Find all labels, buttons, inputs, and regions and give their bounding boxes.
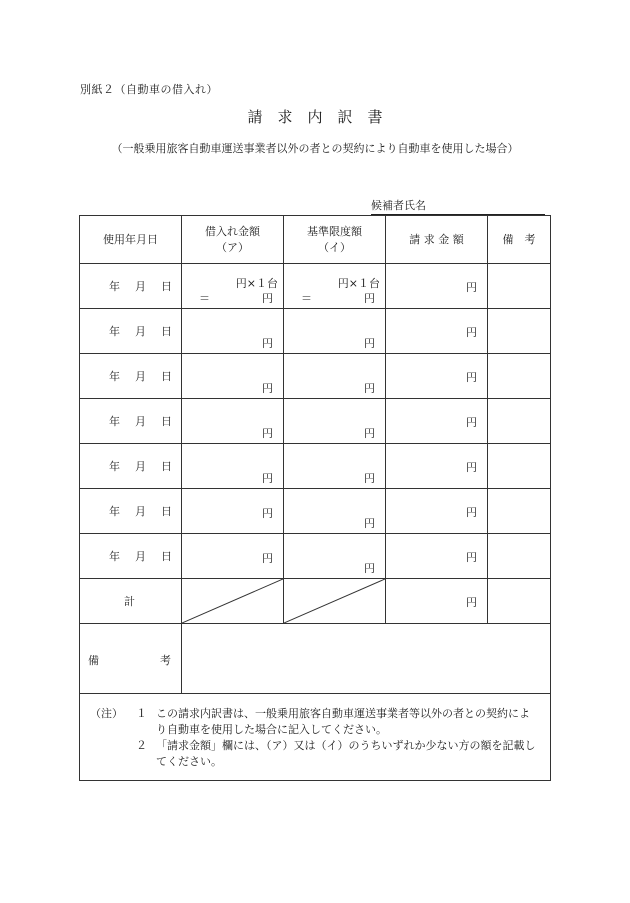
table-row (80, 309, 551, 354)
table-row (80, 489, 551, 534)
claim-amount-cell[interactable]: 円 (386, 264, 488, 309)
notes-section (80, 694, 551, 781)
candidate-name-field[interactable] (371, 197, 545, 215)
claim-amount-cell[interactable]: 円 (386, 489, 488, 534)
diagonal-strike (182, 579, 283, 623)
note-item: ２ 「請求金額」欄には、（ア）又は（イ）のうちいずれか少ない方の額を記載してください。 (136, 739, 536, 768)
rental-amount-cell[interactable]: 円 (182, 489, 284, 534)
remarks-cell[interactable] (488, 489, 551, 534)
limit-amount-cell[interactable]: 円 (284, 534, 386, 579)
claim-amount-cell[interactable]: 円 (386, 399, 488, 444)
date-cell[interactable]: 年 月 日 (80, 399, 182, 444)
table-row (80, 264, 551, 309)
limit-amount-cell[interactable]: 円 (284, 399, 386, 444)
limit-amount-cell[interactable]: 円 (284, 489, 386, 534)
limit-total-struck-cell (284, 579, 386, 624)
attachment-label: 別紙２（自動車の借入れ） (80, 83, 218, 96)
limit-amount-cell[interactable]: 円 (284, 309, 386, 354)
rental-amount-cell[interactable]: 円 (182, 354, 284, 399)
table-header-row (80, 216, 551, 264)
table-row (80, 444, 551, 489)
diagonal-strike (284, 579, 385, 623)
date-cell[interactable]: 年 月 日 (80, 534, 182, 579)
remarks-cell[interactable] (488, 354, 551, 399)
remarks-cell[interactable] (488, 399, 551, 444)
rental-amount-cell[interactable]: 円 (182, 309, 284, 354)
limit-amount-cell[interactable]: 円 (284, 444, 386, 489)
claim-amount-cell[interactable]: 円 (386, 354, 488, 399)
date-cell[interactable]: 年 月 日 (80, 489, 182, 534)
document-title: 請求内訳書 (247, 108, 398, 126)
remarks-label: 備 考 (80, 624, 182, 694)
header-rental-amount: 借入れ金額 （ア） (182, 216, 284, 264)
remarks-input-area[interactable] (182, 624, 551, 694)
header-date: 使用年月日 (80, 216, 182, 264)
limit-amount-cell[interactable]: 円 (284, 354, 386, 399)
date-cell[interactable]: 年 月 日 (80, 264, 182, 309)
total-row (80, 579, 551, 624)
total-label: 計 (80, 579, 182, 624)
date-cell[interactable]: 年 月 日 (80, 444, 182, 489)
note-item: （注） １ この請求内訳書は、一般乗用旅客自動車運送事業者等以外の者との契約により自動車を使用した場合に記入してください。 (90, 707, 530, 736)
remarks-cell[interactable] (488, 534, 551, 579)
rental-amount-cell[interactable]: 円×１台 ＝ 円 (182, 264, 284, 309)
claim-amount-cell[interactable]: 円 (386, 309, 488, 354)
header-claim-amount: 請 求 金 額 (386, 216, 488, 264)
rental-amount-cell[interactable]: 円 (182, 534, 284, 579)
limit-amount-cell[interactable]: 円×１台 ＝ 円 (284, 264, 386, 309)
table-row (80, 354, 551, 399)
date-cell[interactable]: 年 月 日 (80, 309, 182, 354)
document-subtitle: （一般乗用旅客自動車運送事業者以外の者との契約により自動車を使用した場合） (111, 142, 519, 155)
rental-total-struck-cell (182, 579, 284, 624)
remarks-cell[interactable] (488, 444, 551, 489)
rental-amount-cell[interactable]: 円 (182, 444, 284, 489)
table-row (80, 534, 551, 579)
claim-amount-cell[interactable]: 円 (386, 534, 488, 579)
total-remarks-cell[interactable] (488, 579, 551, 624)
claim-amount-cell[interactable]: 円 (386, 444, 488, 489)
date-cell[interactable]: 年 月 日 (80, 354, 182, 399)
claim-table (79, 215, 551, 781)
table-row (80, 399, 551, 444)
remarks-cell[interactable] (488, 264, 551, 309)
header-remarks: 備 考 (488, 216, 551, 264)
notes-row (80, 694, 551, 781)
candidate-name-label: 候補者氏名 (371, 199, 426, 212)
header-limit-amount: 基準限度額 （イ） (284, 216, 386, 264)
remarks-cell[interactable] (488, 309, 551, 354)
notes-prefix: （注） (90, 707, 123, 720)
claim-total-cell[interactable]: 円 (386, 579, 488, 624)
remarks-row (80, 624, 551, 694)
rental-amount-cell[interactable]: 円 (182, 399, 284, 444)
